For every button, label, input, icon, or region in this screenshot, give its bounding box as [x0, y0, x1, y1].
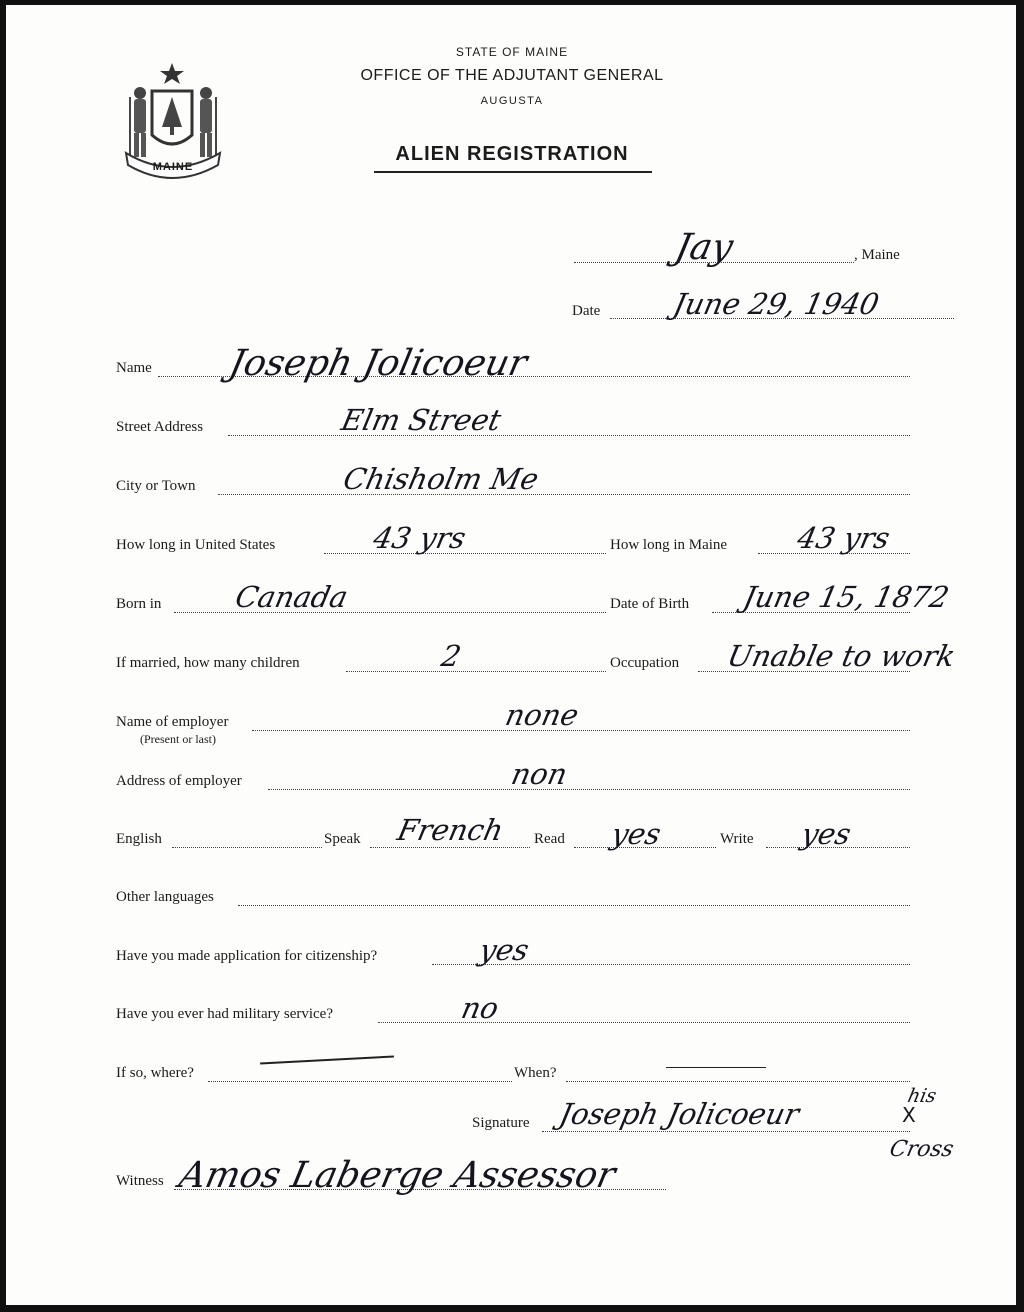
children-dots	[346, 671, 606, 672]
employer-name-label: Name of employer	[116, 714, 229, 730]
occupation-label: Occupation	[610, 655, 680, 671]
street-label: Street Address	[116, 419, 204, 435]
how-long-maine-value: 43 yrs	[794, 521, 893, 555]
how-long-us-value: 43 yrs	[370, 521, 469, 555]
born-in-label: Born in	[116, 596, 162, 612]
when-dash	[666, 1067, 766, 1068]
city-value: Chisholm Me	[340, 462, 542, 496]
date-label: Date	[572, 303, 601, 319]
form-title: ALIEN REGISTRATION	[395, 143, 629, 165]
signature-mark: X	[902, 1103, 916, 1127]
street-value: Elm Street	[338, 403, 505, 437]
when-label: When?	[514, 1065, 557, 1081]
children-value: 2	[438, 639, 465, 673]
city-label: City or Town	[116, 478, 196, 494]
read-value: yes	[608, 817, 665, 851]
employer-name-sublabel: (Present or last)	[140, 732, 216, 746]
where-dash	[260, 1055, 394, 1064]
witness-label: Witness	[116, 1173, 164, 1189]
english-dots	[172, 847, 322, 848]
other-languages-dots	[238, 905, 910, 906]
name-label: Name	[116, 360, 152, 376]
seal-banner-text: MAINE	[152, 161, 194, 173]
speak-label: Speak	[324, 831, 361, 847]
registration-form	[6, 5, 1016, 1305]
city-heading: AUGUSTA	[480, 95, 544, 107]
where-label: If so, where?	[116, 1065, 194, 1081]
citizenship-value: yes	[476, 933, 533, 967]
other-languages-label: Other languages	[116, 889, 214, 905]
employer-address-label: Address of employer	[116, 773, 242, 789]
office-heading: OFFICE OF THE ADJUTANT GENERAL	[360, 67, 664, 84]
place-value: Jay	[671, 227, 737, 268]
employer-address-dots	[268, 789, 910, 790]
street-dots	[228, 435, 910, 436]
speak-value: French	[394, 813, 507, 847]
signature-dots	[542, 1131, 910, 1132]
employer-address-value: non	[508, 757, 571, 791]
military-label: Have you ever had military service?	[116, 1006, 333, 1022]
how-long-us-dots	[324, 553, 606, 554]
english-label: English	[116, 831, 162, 847]
signature-mark-note-bottom: Cross	[887, 1137, 956, 1162]
state-heading: STATE OF MAINE	[455, 45, 569, 59]
write-label: Write	[720, 831, 754, 847]
witness-value: Amos Laberge Assessor	[175, 1155, 619, 1196]
name-value: Joseph Jolicoeur	[225, 343, 531, 384]
when-dots	[566, 1081, 910, 1082]
write-value: yes	[798, 817, 855, 851]
employer-name-value: none	[502, 698, 582, 732]
citizenship-label: Have you made application for citizenship?	[116, 948, 378, 964]
signature-mark-note-top: his	[905, 1085, 939, 1107]
speak-dots	[370, 847, 530, 848]
how-long-us-label: How long in United States	[116, 537, 276, 553]
occupation-value: Unable to work	[724, 639, 959, 673]
employer-name-dots	[252, 730, 910, 731]
born-in-value: Canada	[232, 580, 351, 614]
where-dots	[208, 1081, 512, 1082]
title-underline	[374, 171, 652, 173]
maine-suffix: , Maine	[854, 247, 900, 263]
military-value: no	[458, 991, 502, 1025]
read-label: Read	[534, 831, 565, 847]
signature-label: Signature	[472, 1115, 530, 1131]
dob-value: June 15, 1872	[740, 580, 953, 614]
dob-label: Date of Birth	[610, 596, 690, 612]
date-value: June 29, 1940	[670, 287, 883, 321]
signature-value: Joseph Jolicoeur	[556, 1097, 803, 1131]
how-long-maine-label: How long in Maine	[610, 537, 728, 553]
city-dots	[218, 494, 910, 495]
children-label: If married, how many children	[116, 655, 300, 671]
